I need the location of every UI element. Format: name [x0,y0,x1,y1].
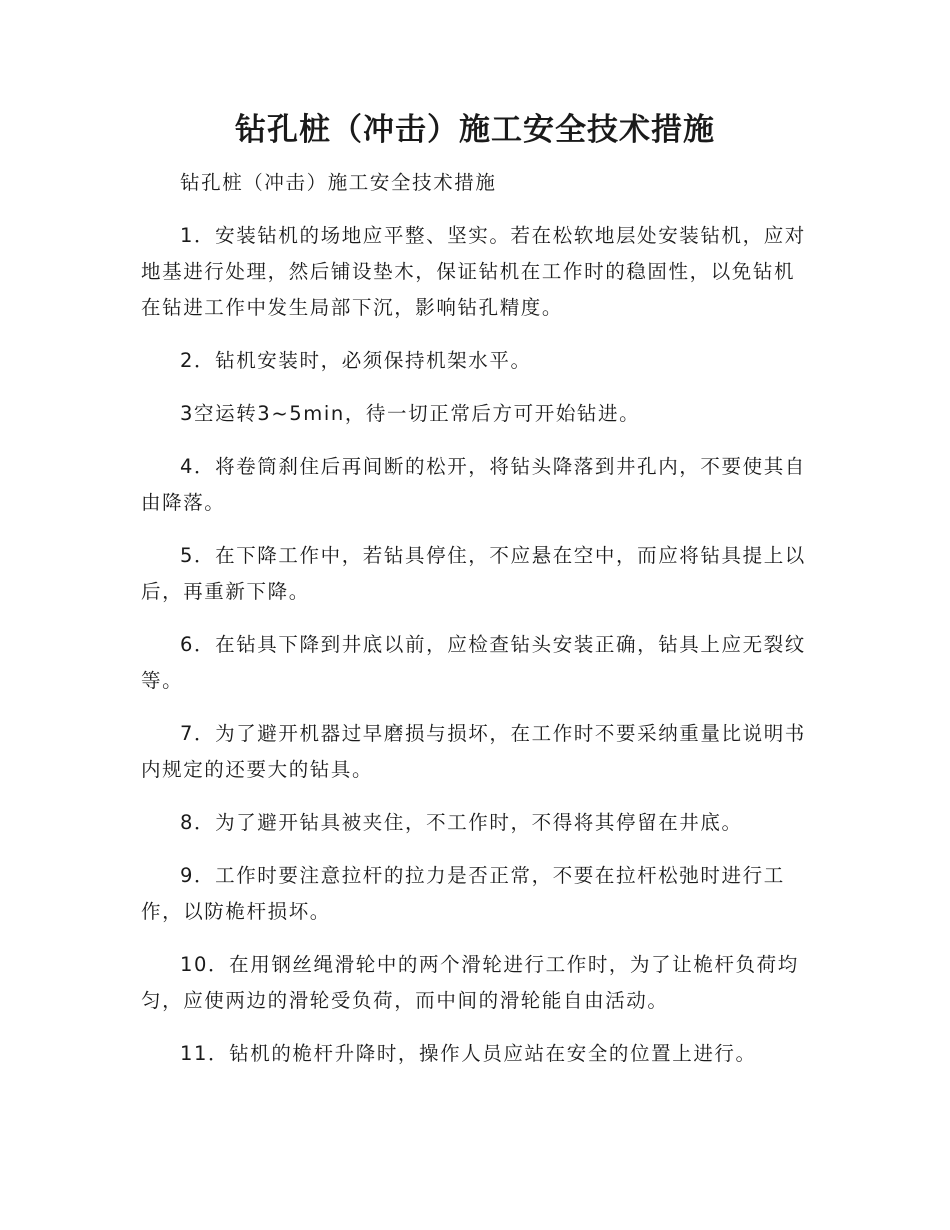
paragraph-3: 3空运转3~5min，待一切正常后方可开始钻进。 [180,402,641,425]
paragraph-4: 4．将卷筒刹住后再间断的松开，将钻头降落到井孔内，不要使其自由降落。 [141,455,806,514]
paragraph-10: 10．在用钢丝绳滑轮中的两个滑轮进行工作时，为了让桅杆负荷均匀，应使两边的滑轮受负荷，而中间的滑轮能自由活动。 [141,953,799,1012]
paragraph-11: 11．钻机的桅杆升降时，操作人员应站在安全的位置上进行。 [180,1042,757,1065]
document-body [141,165,809,1089]
document-subtitle: 钻孔桩（冲击）施工安全技术措施 [180,171,497,194]
paragraph-7: 7．为了避开机器过早磨损与损坏，在工作时不要采纳重量比说明书内规定的还要大的钻具。 [141,722,806,781]
paragraph-2: 2．钻机安装时，必须保持机架水平。 [180,349,532,372]
paragraph-1: 1．安装钻机的场地应平整、坚实。若在松软地层处安装钻机，应对地基进行处理，然后铺设垫木，保证钻机在工作时的稳固性，以免钻机在钻进工作中发生局部下沉，影响钻孔精度。 [141,224,806,319]
document-title: 钻孔桩（冲击）施工安全技术措施 [235,112,715,148]
paragraph-5: 5．在下降工作中，若钻具停住，不应悬在空中，而应将钻具提上以后，再重新下降。 [141,544,806,603]
paragraph-9: 9．工作时要注意拉杆的拉力是否正常，不要在拉杆松弛时进行工作，以防桅杆损坏。 [141,864,785,923]
paragraph-8: 8．为了避开钻具被夹住，不工作时，不得将其停留在井底。 [180,811,743,834]
paragraph-6: 6．在钻具下降到井底以前，应检查钻头安装正确，钻具上应无裂纹等。 [141,633,806,692]
